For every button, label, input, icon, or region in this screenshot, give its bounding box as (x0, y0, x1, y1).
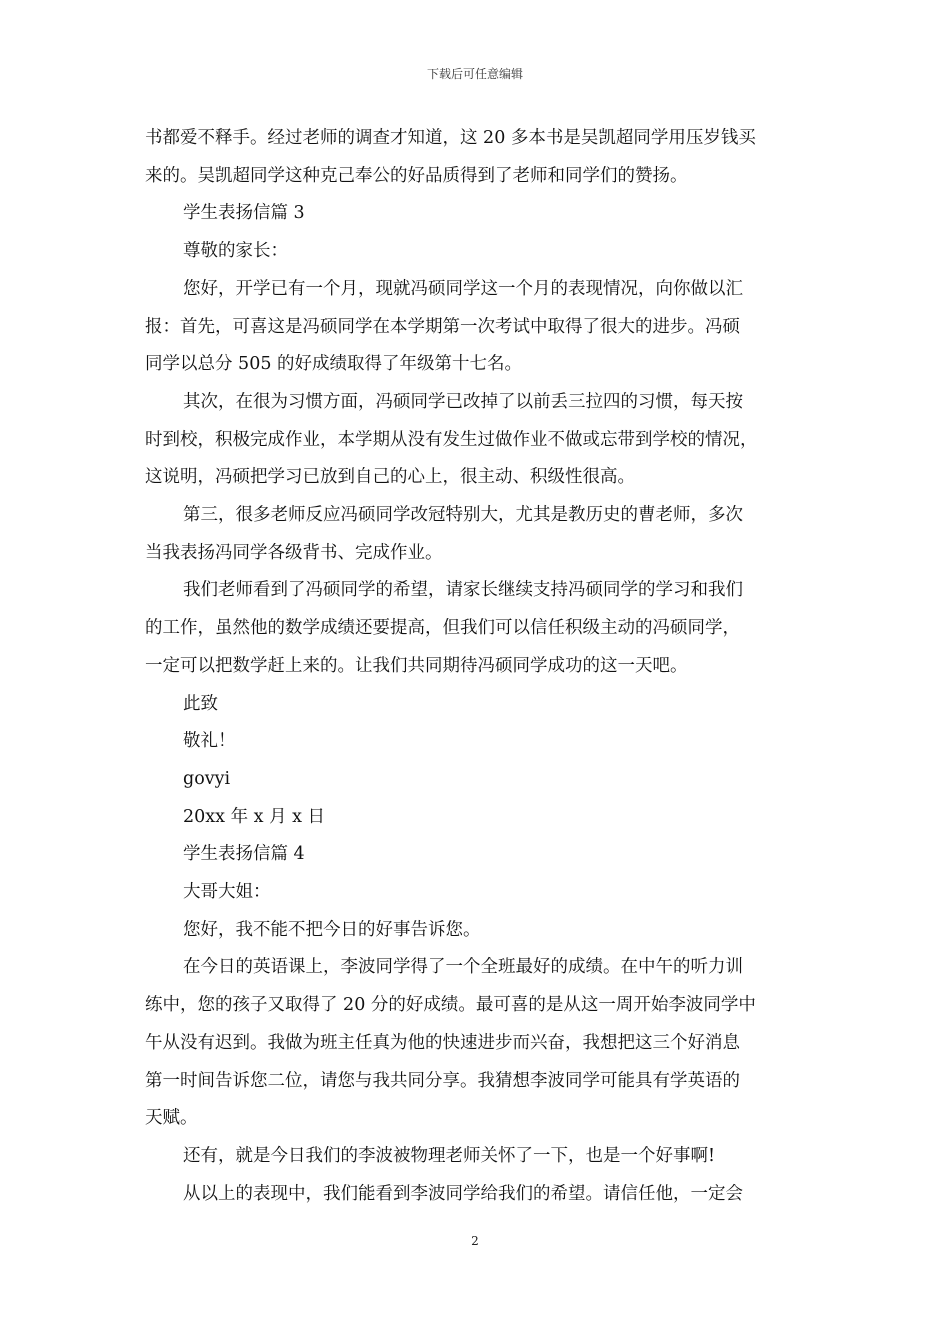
paragraph-line: 还有，就是今日我们的李波被物理老师关怀了一下，也是一个好事啊! (183, 1145, 716, 1166)
page-header: 下载后可任意编辑 (426, 67, 523, 81)
paragraph-line: 天赋。 (145, 1108, 198, 1129)
paragraph-line: 在今日的英语课上，李波同学得了一个全班最好的成绩。在中午的听力训 (183, 957, 743, 978)
paragraph-line: 报：首先，可喜这是冯硕同学在本学期第一次考试中取得了很大的进步。冯硕 (145, 316, 740, 337)
paragraph-line: 练中，您的孩子又取得了 20 分的好成绩。最可喜的是从这一周开始李波同学中 (145, 995, 756, 1016)
paragraph-line: 其次，在很为习惯方面，冯硕同学已改掉了以前丢三拉四的习惯，每天按 (183, 391, 743, 412)
paragraph-line: 同学以总分 505 的好成绩取得了年级第十七名。 (145, 354, 523, 375)
date: 20xx 年 x 月 x 日 (183, 806, 326, 827)
paragraph-line: 午从没有迟到。我做为班主任真为他的快速进步而兴奋，我想把这三个好消息 (145, 1032, 740, 1053)
page-number: 2 (471, 1234, 479, 1248)
paragraph-line: 这说明，冯硕把学习已放到自己的心上，很主动、积级性很高。 (145, 467, 635, 488)
document-body (145, 120, 811, 1213)
closing-line: 敬礼！ (183, 731, 236, 752)
paragraph-line: 从以上的表现中，我们能看到李波同学给我们的希望。请信任他，一定会 (183, 1183, 743, 1204)
closing-line: 此致 (183, 693, 218, 714)
salutation: 大哥大姐： (183, 882, 271, 903)
paragraph-line: 我们老师看到了冯硕同学的希望，请家长继续支持冯硕同学的学习和我们 (183, 580, 743, 601)
salutation: 尊敬的家长： (183, 241, 288, 262)
paragraph-line: 来的。吴凯超同学这种克己奉公的好品质得到了老师和同学们的赞扬。 (145, 165, 688, 186)
paragraph-line: 时到校，积极完成作业，本学期从没有发生过做作业不做或忘带到学校的情况， (145, 429, 758, 450)
section-title: 学生表扬信篇 4 (183, 844, 305, 865)
paragraph-line: 一定可以把数学赶上来的。让我们共同期待冯硕同学成功的这一天吧。 (145, 655, 688, 676)
paragraph-line: 第一时间告诉您二位，请您与我共同分享。我猜想李波同学可能具有学英语的 (145, 1070, 740, 1091)
section-title: 学生表扬信篇 3 (183, 203, 305, 224)
paragraph-line: 第三，很多老师反应冯硕同学改冠特别大，尤其是教历史的曹老师，多次 (183, 505, 743, 526)
paragraph-line: 书都爱不释手。经过老师的调查才知道，这 20 多本书是吴凯超同学用压岁钱买 (145, 128, 756, 148)
paragraph-line: 您好，开学已有一个月，现就冯硕同学这一个月的表现情况，向你做以汇 (183, 278, 743, 299)
paragraph-line: 当我表扬冯同学各级背书、完成作业。 (145, 542, 443, 563)
paragraph-line: 您好，我不能不把今日的好事告诉您。 (183, 919, 481, 940)
signer: govyi (183, 768, 231, 789)
paragraph-line: 的工作，虽然他的数学成绩还要提高，但我们可以信任积级主动的冯硕同学， (145, 618, 740, 639)
